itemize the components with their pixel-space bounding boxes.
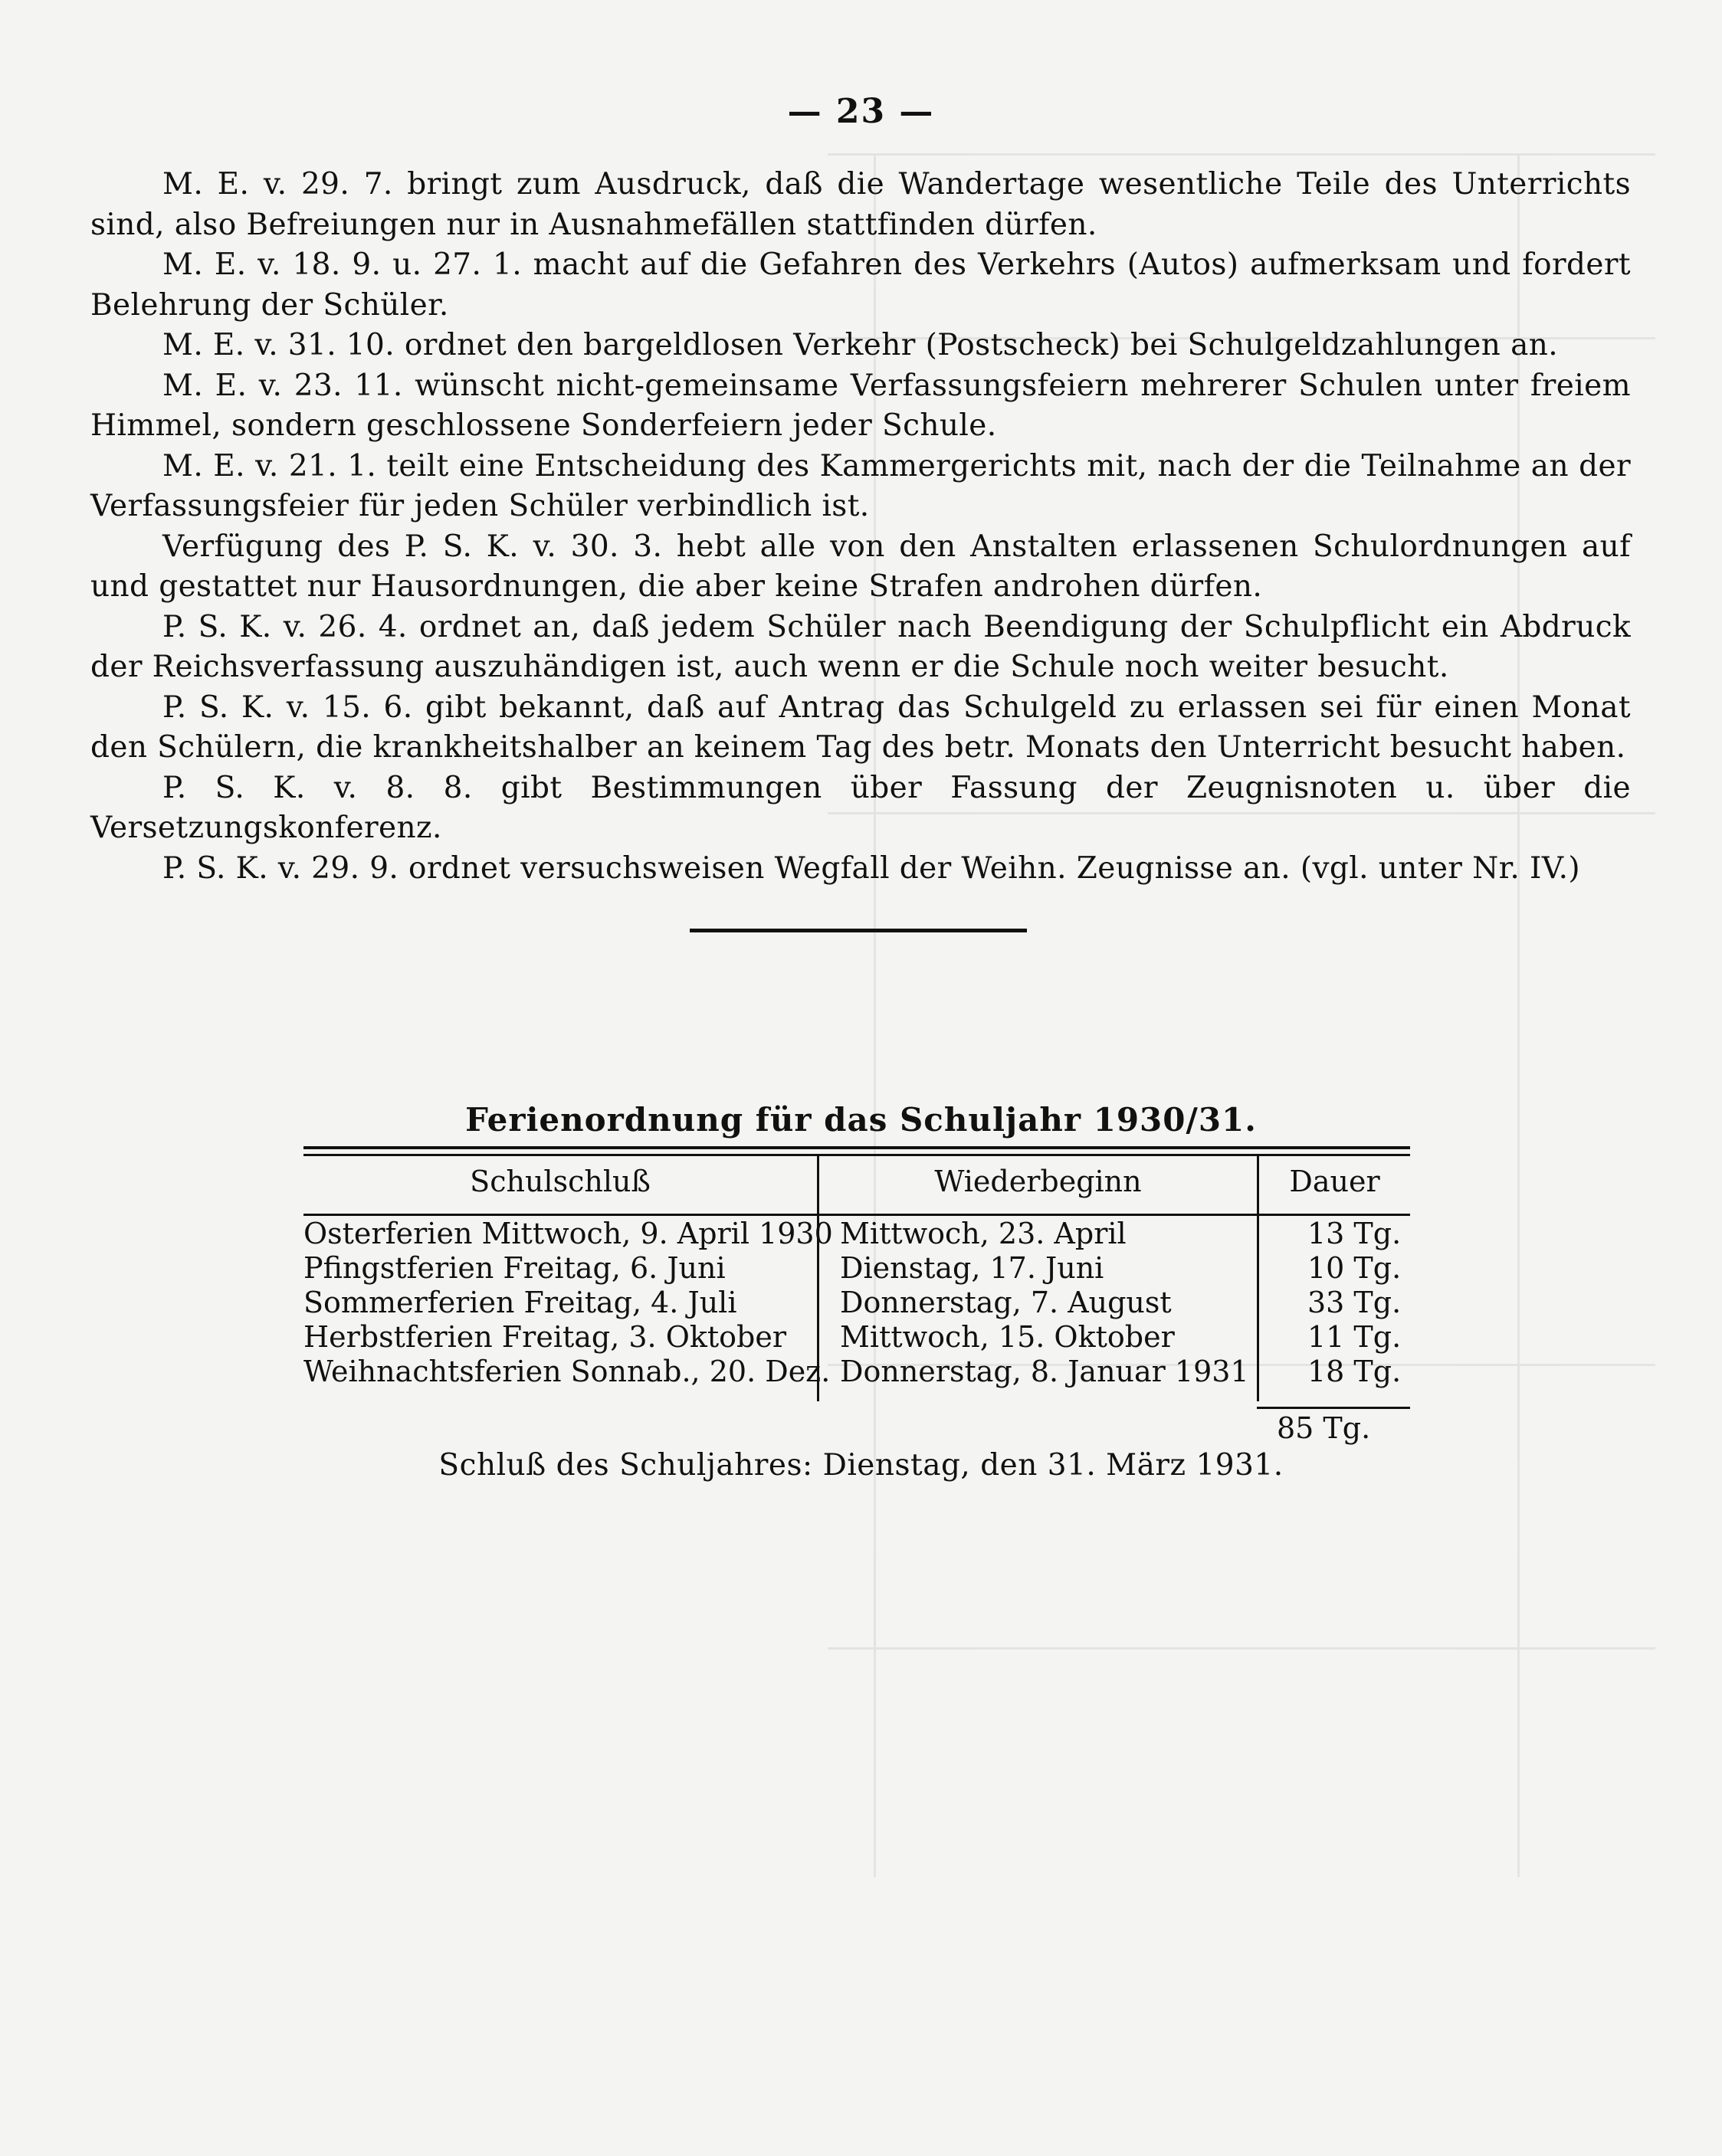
column-header-schulschluss: Schulschluß [470, 1165, 651, 1198]
decree-paragraph: M. E. v. 23. 11. wünscht nicht-gemeinsame Verfassungsfeiern mehrerer Schulen unter freiem Himmel, sondern geschlossene Sonderfeiern jeder Schule. [90, 368, 1631, 443]
school-year-end: Schluß des Schuljahres: Dienstag, den 31. März 1931. [438, 1448, 1284, 1483]
cell-dauer: 33 Tg. [1307, 1286, 1402, 1319]
total-duration: 85 Tg. [1277, 1411, 1371, 1445]
decree-paragraph: M. E. v. 21. 1. teilt eine Entscheidung des Kammergerichts mit, nach der die Teilnahme an der Verfassungsfeier für jeden Schüler verbindlich ist. [90, 448, 1631, 523]
decree-paragraph: P. S. K. v. 15. 6. gibt bekannt, daß auf Antrag das Schulgeld zu erlassen sei für einen Monat den Schülern, die krankheitshalber an keinem Tag des betr. Monats den Unterricht besucht haben. [90, 690, 1631, 765]
cell-schulschluss: Pfingstferien Freitag, 6. Juni [303, 1251, 726, 1285]
header-rule [303, 1214, 1410, 1216]
section-divider [690, 929, 1027, 932]
table-row [303, 1320, 1410, 1355]
cell-schulschluss: Herbstferien Freitag, 3. Oktober [303, 1320, 787, 1354]
table-row [303, 1286, 1410, 1320]
decree-paragraph: P. S. K. v. 26. 4. ordnet an, daß jedem Schüler nach Beendigung der Schulpflicht ein Abdruck der Reichsverfassung auszuhändigen ist, auch wenn er die Schule noch weiter besucht. [90, 609, 1631, 684]
table-top-rule-inner [303, 1154, 1410, 1156]
cell-wiederbeginn: Donnerstag, 7. August [840, 1286, 1172, 1319]
cell-wiederbeginn: Dienstag, 17. Juni [840, 1251, 1104, 1285]
cell-schulschluss: Osterferien Mittwoch, 9. April 1930 [303, 1217, 833, 1250]
holiday-table-body [303, 1217, 1410, 1389]
cell-schulschluss: Weihnachtsferien Sonnab., 20. Dez. [303, 1355, 831, 1388]
cell-wiederbeginn: Mittwoch, 15. Oktober [840, 1320, 1175, 1354]
table-top-rule [303, 1146, 1410, 1149]
decree-paragraph: M. E. v. 18. 9. u. 27. 1. macht auf die Gefahren des Verkehrs (Autos) aufmerksam und fordert Belehrung der Schüler. [90, 247, 1631, 323]
sum-rule [1257, 1407, 1410, 1409]
cell-dauer: 13 Tg. [1307, 1217, 1402, 1250]
decree-paragraph: M. E. v. 29. 7. bringt zum Ausdruck, daß die Wandertage wesentliche Teile des Unterrichts sind, also Befreiungen nur in Ausnahmefällen stattfinden dürfen. [90, 167, 1631, 242]
cell-wiederbeginn: Donnerstag, 8. Januar 1931 [840, 1355, 1249, 1388]
column-header-dauer: Dauer [1289, 1165, 1380, 1198]
decree-paragraph: P. S. K. v. 29. 9. ordnet versuchsweisen Wegfall der Weihn. Zeugnisse an. (vgl. unter Nr. IV.) [162, 850, 1580, 886]
cell-dauer: 11 Tg. [1307, 1320, 1402, 1354]
column-header-wiederbeginn: Wiederbeginn [934, 1165, 1142, 1198]
decree-paragraph: Verfügung des P. S. K. v. 30. 3. hebt alle von den Anstalten erlassenen Schulordnungen auf und gestattet nur Hausordnungen, die aber keine Strafen androhen dürfen. [90, 529, 1631, 604]
cell-schulschluss: Sommerferien Freitag, 4. Juli [303, 1286, 737, 1319]
table-row [303, 1251, 1410, 1286]
cell-wiederbeginn: Mittwoch, 23. April [840, 1217, 1127, 1250]
holiday-schedule-title: Ferienordnung für das Schuljahr 1930/31. [465, 1101, 1257, 1139]
decree-paragraph: P. S. K. v. 8. 8. gibt Bestimmungen über Fassung der Zeugnisnoten u. über die Versetzungskonferenz. [90, 770, 1631, 845]
decree-list [90, 165, 1631, 889]
cell-dauer: 18 Tg. [1307, 1355, 1402, 1388]
page-number: — 23 — [787, 92, 935, 131]
cell-dauer: 10 Tg. [1307, 1251, 1402, 1285]
decree-paragraph: M. E. v. 31. 10. ordnet den bargeldlosen Verkehr (Postscheck) bei Schulgeldzahlungen an. [162, 328, 1559, 362]
table-row [303, 1217, 1410, 1251]
table-row [303, 1355, 1410, 1389]
